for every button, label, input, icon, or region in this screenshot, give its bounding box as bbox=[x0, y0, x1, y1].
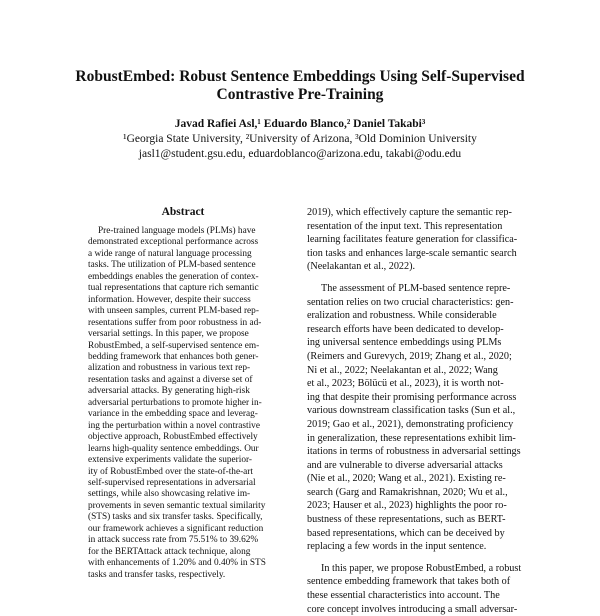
abstract-line: provements in seven semantic textual similarity bbox=[88, 500, 266, 511]
abstract-line: extensive experiments validate the superior- bbox=[88, 455, 252, 466]
body-line: core concept involves introducing a small adversar- bbox=[307, 603, 518, 615]
abstract-line: ity of RobustEmbed over the state-of-the-art bbox=[88, 466, 253, 477]
body-line: replacing a few words in the input sentence. bbox=[307, 541, 487, 553]
body-line: resentation of the input text. This representation bbox=[307, 220, 503, 232]
abstract-line: objective approach, RobustEmbed effectively bbox=[88, 432, 258, 443]
author-emails: jasl1@student.gsu.edu, eduardoblanco@arizona.edu, takabi@odu.edu bbox=[138, 148, 462, 160]
abstract-line: embeddings enables the generation of contex- bbox=[88, 271, 259, 282]
body-line: (Neelakantan et al., 2022). bbox=[307, 261, 416, 273]
abstract-line: our framework achieves a significant reduction bbox=[88, 523, 264, 534]
body-line: search (Garg and Ramakrishnan, 2020; Wu et al., bbox=[307, 486, 508, 498]
abstract-line: learns high-quality sentence embeddings. Our bbox=[88, 443, 259, 454]
body-line: 2019), which effectively capture the semantic rep- bbox=[307, 207, 512, 218]
title-line: Contrastive Pre-Training bbox=[216, 86, 384, 103]
abstract-line: adversarial attacks. By generating high-risk bbox=[88, 386, 250, 397]
body-line: based representations, which can be deceived by bbox=[307, 527, 505, 539]
abstract-line: Pre-trained language models (PLMs) have bbox=[98, 226, 256, 236]
abstract-line: a wide range of natural language processing bbox=[88, 248, 252, 259]
body-line: research efforts have been dedicated to develop- bbox=[307, 323, 504, 335]
abstract-line: in attack success rate from 75.51% to 39.62% bbox=[88, 535, 259, 546]
abstract-line: (STS) tasks and six transfer tasks. Specifically, bbox=[88, 512, 263, 523]
abstract-line: resentations suffer from poor robustness in ad- bbox=[88, 317, 262, 328]
body-line: these essential characteristics into account. The bbox=[307, 590, 500, 602]
abstract-line: versarial settings. In this paper, we propose bbox=[88, 329, 249, 340]
body-line: eralization and robustness. While considerable bbox=[307, 310, 497, 322]
abstract-line: resentation tasks and against a diverse set of bbox=[88, 374, 253, 385]
body-line: et al., 2023; Bölücü et al., 2023), it is worth not- bbox=[307, 378, 504, 390]
abstract-line: adversarial perturbations to promote higher in- bbox=[88, 397, 262, 408]
abstract-line: tual representations that capture rich semantic bbox=[88, 283, 259, 294]
abstract-line: ing the perturbation within a novel contrastive bbox=[88, 420, 260, 431]
body-line: itations in terms of robustness in adversarial settings bbox=[307, 446, 521, 458]
abstract-line: variance in the embedding space and leverag- bbox=[88, 409, 258, 420]
abstract-body bbox=[88, 226, 278, 581]
intro-column bbox=[307, 206, 532, 616]
title-line: RobustEmbed: Robust Sentence Embeddings Using Self-Supervised bbox=[75, 68, 525, 85]
body-line: Ni et al., 2022; Neelakantan et al., 2022; Wang bbox=[307, 364, 498, 376]
body-line: sentation relies on two crucial characteristics: gen- bbox=[307, 296, 514, 308]
body-line: sentence embedding framework that takes both of bbox=[307, 576, 511, 588]
body-line: bustness of these representations, such as BERT- bbox=[307, 514, 506, 526]
body-line: 2019; Gao et al., 2021), demonstrating proficiency bbox=[307, 418, 514, 430]
body-line: various downstream classification tasks (Sun et al., bbox=[307, 405, 516, 417]
body-line: ing that despite their promising performance across bbox=[307, 391, 517, 403]
abstract-line: bedding framework that enhances both gener- bbox=[88, 351, 259, 362]
abstract-line: settings, while also showcasing relative im- bbox=[88, 489, 251, 500]
abstract-line: information. However, despite their success bbox=[88, 294, 251, 305]
author-list: Javad Rafiei Asl,¹ Eduardo Blanco,² Daniel Takabi³ bbox=[174, 118, 426, 130]
body-line: 2023; Hauser et al., 2023) highlights the poor ro- bbox=[307, 500, 507, 512]
abstract-heading: Abstract bbox=[161, 206, 205, 218]
paper-title bbox=[40, 68, 560, 104]
body-paragraph bbox=[307, 282, 532, 554]
abstract-line: tasks and transfer tasks, respectively. bbox=[88, 569, 226, 580]
body-line: learning facilitates feature generation for classifica- bbox=[307, 234, 518, 246]
body-paragraph bbox=[307, 206, 532, 274]
abstract-line: for the BERTAttack attack technique, along bbox=[88, 546, 251, 557]
body-line: ing universal sentence embeddings using PLMs bbox=[307, 337, 502, 349]
affiliations: ¹Georgia State University, ²University of Arizona, ³Old Dominion University bbox=[123, 133, 477, 145]
body-line: in generalization, these representations exhibit lim- bbox=[307, 432, 516, 444]
body-line: and are vulnerable to diverse adversarial attacks bbox=[307, 459, 503, 471]
abstract-line: RobustEmbed, a self-supervised sentence em- bbox=[88, 340, 260, 351]
abstract-line: tasks. The utilization of PLM-based sentence bbox=[88, 260, 256, 271]
abstract-line: demonstrated exceptional performance across bbox=[88, 237, 259, 248]
body-line: tion tasks and enhances large-scale semantic search bbox=[307, 247, 517, 259]
body-line: (Nie et al., 2020; Wang et al., 2021). Existing re- bbox=[307, 473, 506, 485]
abstract-line: self-supervised representations in adversarial bbox=[88, 477, 256, 488]
body-paragraph bbox=[307, 562, 532, 616]
body-line: The assessment of PLM-based sentence repre- bbox=[321, 282, 511, 294]
abstract-line: with unseen samples, current PLM-based rep- bbox=[88, 306, 259, 317]
body-line: (Reimers and Gurevych, 2019; Zhang et al., 2020; bbox=[307, 350, 512, 362]
abstract-line: with enhancements of 1.20% and 0.40% in STS bbox=[88, 558, 266, 569]
abstract-line: alization and robustness in various text rep- bbox=[88, 363, 251, 374]
body-line: In this paper, we propose RobustEmbed, a robust bbox=[321, 562, 522, 574]
